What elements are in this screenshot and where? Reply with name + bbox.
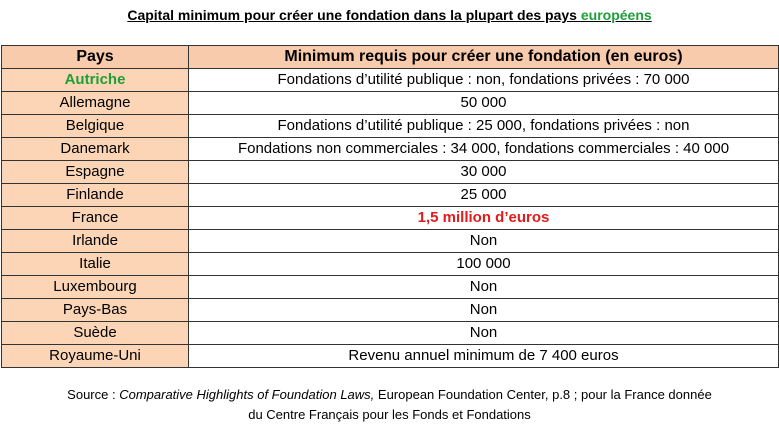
table-row [2, 299, 779, 322]
country-cell: Suède [2, 322, 189, 345]
table-row [2, 276, 779, 299]
country-cell: Belgique [2, 115, 189, 138]
country-cell: Luxembourg [2, 276, 189, 299]
table-header-row [2, 46, 779, 69]
value-cell: Non [189, 230, 779, 253]
source-line-2: du Centre Français pour les Fonds et Fondations [248, 407, 531, 422]
source-prefix: Source : [67, 387, 120, 402]
table-row [2, 230, 779, 253]
table-row [2, 115, 779, 138]
country-cell: Italie [2, 253, 189, 276]
table-row [2, 184, 779, 207]
source-line-1 [0, 385, 779, 405]
table-row [2, 69, 779, 92]
value-cell: 1,5 million d’euros [189, 207, 779, 230]
value-cell: Revenu annuel minimum de 7 400 euros [189, 345, 779, 368]
header-minimum: Minimum requis pour créer une fondation (en euros) [189, 46, 779, 69]
source-note [0, 385, 779, 425]
page-title [0, 7, 779, 23]
table-row [2, 161, 779, 184]
foundation-table [1, 45, 779, 368]
country-cell: Finlande [2, 184, 189, 207]
country-cell: Irlande [2, 230, 189, 253]
source-line-1-rest: European Foundation Center, p.8 ; pour la France donnée [374, 387, 712, 402]
country-cell: Danemark [2, 138, 189, 161]
value-cell: Non [189, 276, 779, 299]
table-row [2, 345, 779, 368]
table-row [2, 253, 779, 276]
table-row [2, 138, 779, 161]
value-cell: Fondations non commerciales : 34 000, fondations commerciales : 40 000 [189, 138, 779, 161]
value-cell: 100 000 [189, 253, 779, 276]
value-cell: Fondations d’utilité publique : non, fondations privées : 70 000 [189, 69, 779, 92]
table-row [2, 92, 779, 115]
table-row [2, 322, 779, 345]
country-cell: Allemagne [2, 92, 189, 115]
table-row [2, 207, 779, 230]
country-cell: Espagne [2, 161, 189, 184]
title-text: Capital minimum pour créer une fondation dans la plupart des pays [127, 7, 581, 23]
country-cell: Pays-Bas [2, 299, 189, 322]
value-cell: 25 000 [189, 184, 779, 207]
country-cell: Autriche [2, 69, 189, 92]
country-cell: France [2, 207, 189, 230]
value-cell: 30 000 [189, 161, 779, 184]
source-work-title: Comparative Highlights of Foundation Laws, [119, 387, 375, 402]
value-cell: Non [189, 299, 779, 322]
title-highlight: européens [580, 7, 652, 23]
value-cell: Fondations d’utilité publique : 25 000, fondations privées : non [189, 115, 779, 138]
value-cell: 50 000 [189, 92, 779, 115]
header-pays: Pays [2, 46, 189, 69]
country-cell: Royaume-Uni [2, 345, 189, 368]
value-cell: Non [189, 322, 779, 345]
